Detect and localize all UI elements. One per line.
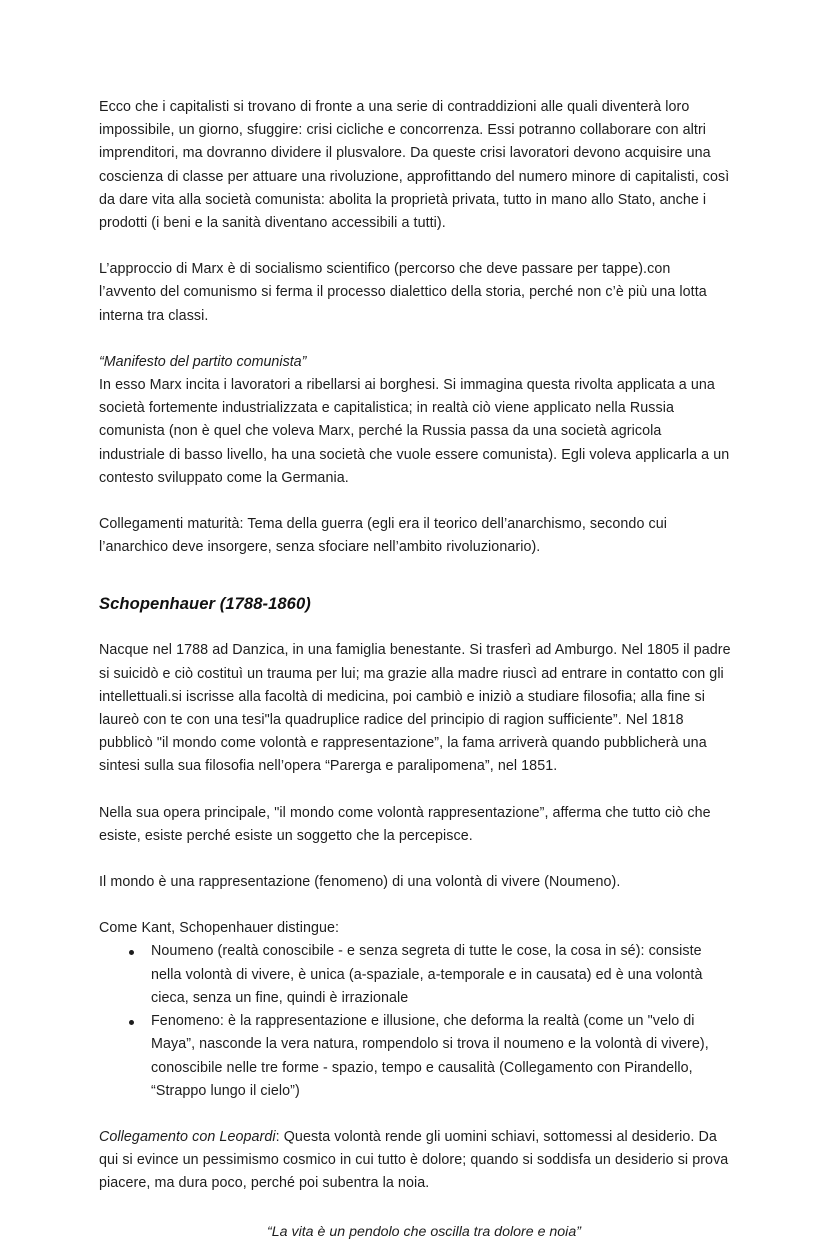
paragraph-world-representation: Il mondo è una rappresentazione (fenomeno) di una volontà di vivere (Noumeno).	[99, 874, 621, 891]
distinction-list	[99, 940, 731, 1102]
leopardi-label: Collegamento con Leopardi	[99, 1128, 276, 1145]
pull-quote: “La vita è un pendolo che oscilla tra dolore e noia”	[267, 1223, 581, 1240]
paragraph-scientific-socialism: L’approccio di Marx è di socialismo scientifico (percorso che deve passare per tappe).con l’avvento del comunismo si ferma il processo dialettico della storia, perché non c’è più una lotta interna tra classi.	[99, 261, 707, 324]
paragraph-biography: Nacque nel 1788 ad Danzica, in una famiglia benestante. Si trasferì ad Amburgo. Nel 1805 il padre si suicidò e ciò costituì un trauma per lui; ma grazie alla madre riuscì ad entrare in contatto con gli intellettuali.si iscrisse alla facoltà di medicina, poi cambiò e iniziò a studiare filosofia; alla fine si laureò con te con una tesi"la quadruplice radice del principio di ragion sufficiente”. Nel 1818 pubblicò "il mondo come volontà e rappresentazione”, la fama arriverà quando pubblicherà una sintesi sulla sua filosofia nell’opera “Parerga e paralipomena”, nel 1851.	[99, 642, 731, 775]
manifesto-title: “Manifesto del partito comunista”	[99, 353, 307, 370]
leopardi-body: : Questa volontà rende gli uomini schiavi, sottomessi al desiderio. Da qui si evince un pessimismo cosmico in cui tutto è dolore; quando si soddisfa un desiderio si prova piacere, ma dura poco, perché poi subentra la noia.	[99, 1128, 729, 1192]
list-item: Fenomeno: è la rappresentazione e illusione, che deforma la realtà (come un "velo di Maya”, nasconde la vera natura, rompendolo si trova il noumeno e la volontà di vivere), conoscibile nelle tre forme - spazio, tempo e causalità (Collegamento con Pirandello, “Strappo lungo il cielo”)	[151, 1010, 731, 1103]
manifesto-block	[99, 351, 731, 490]
paragraph-manifesto-body: In esso Marx incita i lavoratori a ribellarsi ai borghesi. Si immagina questa rivolta applicata a una società fortemente industrializzata e capitalistica; in realtà ciò viene applicato nella Russia comunista (non è quel che voleva Marx, perché la Russia passa da una società agricola industriale di basso livello, ha una società che vuole essere comunista). Egli voleva applicarla a un contesto sviluppato come la Germania.	[99, 377, 730, 486]
list-intro: Come Kant, Schopenhauer distingue:	[99, 920, 340, 937]
paragraph-leopardi	[99, 1126, 731, 1196]
section-heading-schopenhauer: Schopenhauer (1788-1860)	[99, 594, 311, 614]
document-body	[99, 96, 731, 1244]
paragraph-main-work: Nella sua opera principale, "il mondo come volontà rappresentazione”, afferma che tutto ciò che esiste, esiste perché esiste un soggetto che la percepisce.	[99, 804, 711, 844]
paragraph-marx-contradictions: Ecco che i capitalisti si trovano di fronte a una serie di contraddizioni alle quali diventerà loro impossibile, un giorno, sfuggire: crisi cicliche e concorrenza. Essi potranno collaborare con altri imprenditori, ma dovranno dividere il plusvalore. Da queste crisi lavoratori devono acquisire una coscienza di classe per attuare una rivoluzione, approfittando del numero minore di capitalisti, così da dare vita alla società comunista: abolita la proprietà privata, tutto in mano allo Stato, anche i prodotti (i beni e la sanità diventano accessibili a tutti).	[99, 99, 730, 232]
paragraph-collegamenti-maturita: Collegamenti maturità: Tema della guerra (egli era il teorico dell’anarchismo, secondo cui l’anarchico deve insorgere, senza sfociare nell’ambito rivoluzionario).	[99, 516, 667, 556]
list-item: Noumeno (realtà conoscibile - e senza segreta di tutte le cose, la cosa in sé): consiste nella volontà di vivere, è unica (a-spaziale, a-temporale e in causata) ed è una volontà cieca, senza un fine, quindi è irrazionale	[151, 940, 731, 1010]
